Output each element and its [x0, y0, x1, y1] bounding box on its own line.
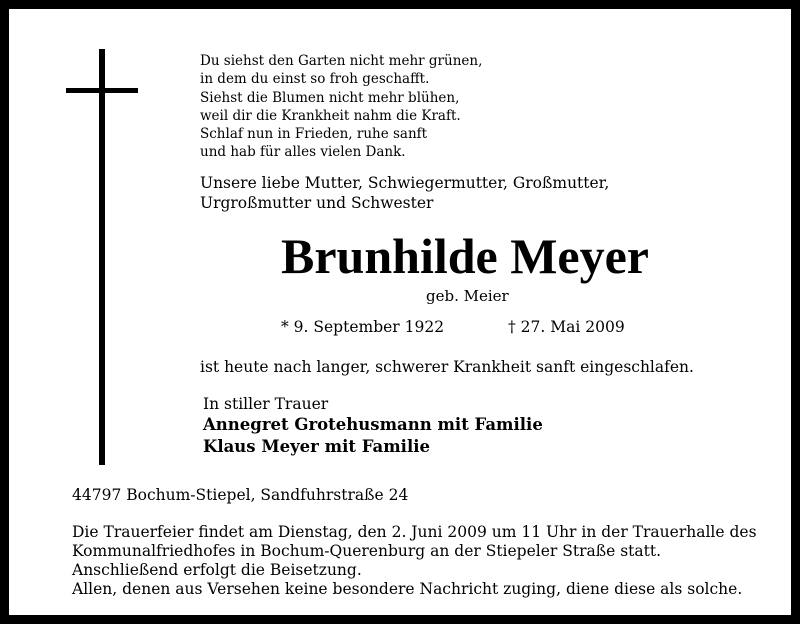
cross-horizontal-bar	[66, 88, 138, 93]
relationship-intro	[200, 173, 609, 213]
intro-line: Unsere liebe Mutter, Schwiegermutter, Großmutter,	[200, 174, 610, 192]
funeral-notice	[72, 523, 757, 599]
notice-line: Allen, denen aus Versehen keine besondere Nachricht zuging, diene diese als solche.	[72, 580, 743, 598]
passing-statement: ist heute nach langer, schwerer Krankheit sanft eingeschlafen.	[200, 358, 694, 376]
poem-line: und hab für alles vielen Dank.	[200, 144, 406, 161]
intro-line: Urgroßmutter und Schwester	[200, 194, 434, 212]
poem-line: in dem du einst so froh geschafft.	[200, 71, 430, 88]
death-date: † 27. Mai 2009	[508, 318, 625, 336]
poem-line: Du siehst den Garten nicht mehr grünen,	[200, 53, 483, 69]
notice-line: Anschließend erfolgt die Beisetzung.	[72, 561, 362, 579]
family-address: 44797 Bochum-Stiepel, Sandfuhrstraße 24	[72, 486, 409, 504]
poem-line: weil dir die Krankheit nahm die Kraft.	[200, 107, 461, 124]
poem-line: Schlaf nun in Frieden, ruhe sanft	[200, 126, 428, 143]
mourners-list	[203, 414, 543, 457]
notice-line: Die Trauerfeier findet am Dienstag, den 2. Juni 2009 um 11 Uhr in der Trauerhalle des	[72, 523, 757, 541]
cross-vertical-bar	[99, 49, 105, 465]
poem-line: Siehst die Blumen nicht mehr blühen,	[200, 89, 460, 106]
mourner: Klaus Meyer mit Familie	[203, 436, 430, 456]
poem	[200, 52, 482, 162]
notice-line: Kommunalfriedhofes in Bochum-Querenburg an der Stiepeler Straße statt.	[72, 542, 661, 560]
mourning-intro: In stiller Trauer	[203, 395, 329, 413]
birth-date: * 9. September 1922	[281, 318, 445, 336]
deceased-name: Brunhilde Meyer	[280, 228, 650, 284]
maiden-name: geb. Meier	[426, 287, 509, 305]
mourner: Annegret Grotehusmann mit Familie	[203, 415, 543, 434]
